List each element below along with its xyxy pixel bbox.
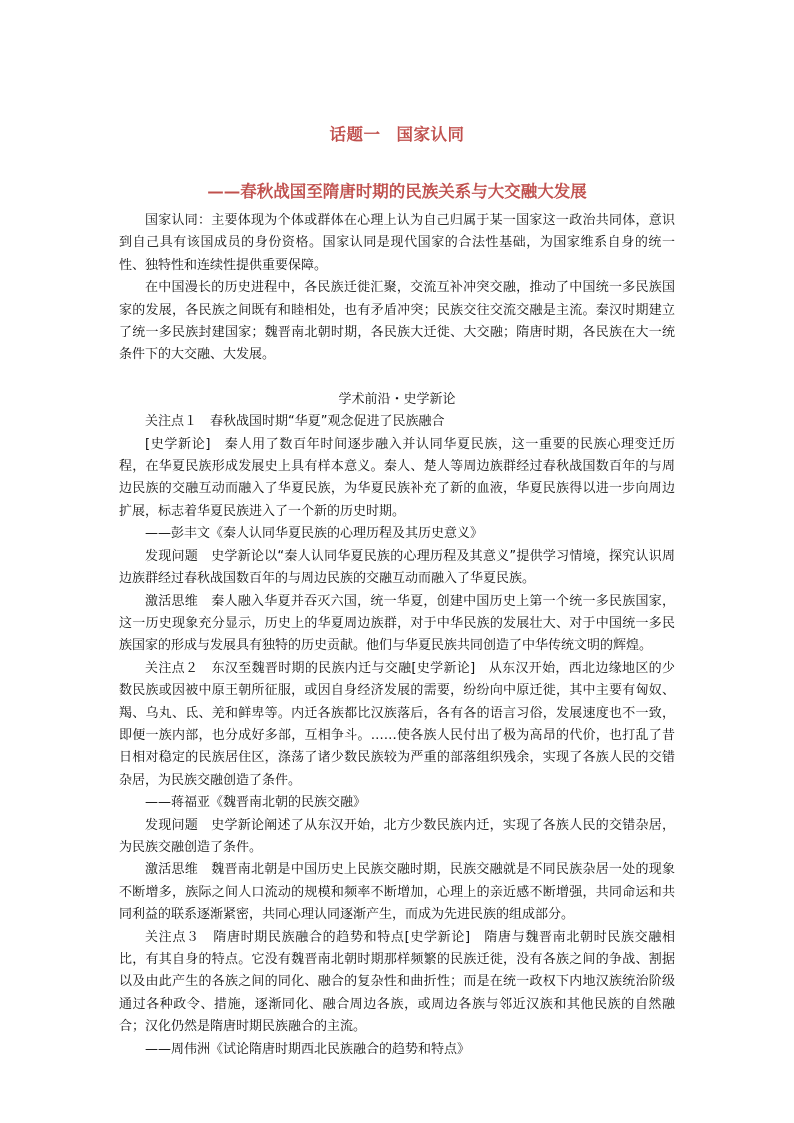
focus-point-1-heading: 关注点１ 春秋战国时期“华夏”观念促进了民族融合	[145, 414, 445, 430]
focus-point-1-new-theory: [史学新论] 秦人用了数百年时间逐步融入并认同华夏民族，这一重要的民族心理变迁历程，在华夏民族形成发展史上具有样本意义。秦人、楚人等周边族群经过春秋战国数百年的与周边民族的交融互动而融入了华夏民族，为华夏民族补充了新的血液，华夏民族得以进一步向周边扩展，标志着华夏民族进入了一个新的历史时期。	[119, 436, 675, 519]
focus-point-2-citation: ——蒋福亚《魏晋南北朝的民族交融》	[145, 795, 367, 811]
page-title	[0, 121, 794, 145]
focus-point-3-citation: ——周伟洲《试论隋唐时期西北民族融合的趋势和特点》	[145, 1041, 471, 1057]
section-heading: 学术前沿・史学新论	[338, 391, 456, 407]
intro-paragraph-1: 国家认同：主要体现为个体或群体在心理上认为自己归属于某一国家这一政治共同体，意识到自己具有该国成员的身份资格。国家认同是现代国家的合法性基础，为国家维系自身的统一性、独特性和连续性提供重要保障。	[119, 213, 675, 273]
focus-point-1-discover: 发现问题 史学新论以“秦人认同华夏民族的心理历程及其意义”提供学习情境，探究认识周边族群经过春秋战国数百年的与周边民族的交融互动而融入了华夏民族。	[119, 548, 675, 587]
topic-number: 话题一	[329, 125, 381, 144]
page-subtitle: ——春秋战国至隋唐时期的民族关系与大交融大发展	[207, 182, 587, 201]
topic-name: 国家认同	[396, 125, 465, 144]
intro-paragraph-2: 在中国漫长的历史进程中，各民族迁徙汇聚，交流互补冲突交融，推动了中国统一多民族国家的发展，各民族之间既有和睦相处，也有矛盾冲突；民族交往交流交融是主流。秦汉时期建立了统一多民族封建国家；魏晋南北朝时期，各民族大迁徙、大交融；隋唐时期，各民族在大一统条件下的大交融、大发展。	[119, 280, 675, 363]
document-body	[119, 210, 675, 1061]
focus-point-1-citation: ——彭丰文《秦人认同华夏民族的心理历程及其历史意义》	[145, 526, 484, 542]
focus-point-2: 关注点２ 东汉至魏晋时期的民族内迁与交融[史学新论] 从东汉开始，西北边缘地区的少数民族或因被中原王朝所征服，或因自身经济发展的需要，纷纷向中原迁徙，其中主要有匈奴、羯、乌丸、氐、羌和鲜卑等。内迁各族都比汉族落后，各有各的语言习俗，发展速度也不一致，即便一族内部，也分成好多部，互相争斗。……使各族人民付出了极为高昂的代价，也打乱了昔日相对稳定的民族居住区，涤荡了诸少数民族较为严重的部落组织残余，实现了各族人民的交错杂居，为民族交融创造了条件。	[119, 660, 675, 788]
focus-point-1-activate: 激活思维 秦人融入华夏并吞灭六国，统一华夏，创建中国历史上第一个统一多民族国家，这一历史现象充分显示，历史上的华夏周边族群，对于中华民族的发展壮大、对于中国统一多民族国家的形成与发展具有独特的历史贡献。他们与华夏民族共同创造了中华传统文明的辉煌。	[119, 593, 675, 654]
focus-point-2-discover: 发现问题 史学新论阐述了从东汉开始，北方少数民族内迁，实现了各族人民的交错杂居，为民族交融创造了条件。	[119, 817, 675, 855]
focus-point-3: 关注点３ 隋唐时期民族融合的趋势和特点[史学新论] 隋唐与魏晋南北朝时民族交融相比，有其自身的特点。它没有魏晋南北朝时期那样频繁的民族迁徙，没有各族之间的争战、割据以及由此产生的各族之间的同化、融合的复杂性和曲折性；而是在统一政权下内地汉族统治阶级通过各种政令、措施，逐渐同化、融合周边各族，或周边各族与邻近汉族和其他民族的自然融合；汉化仍然是隋唐时期民族融合的主流。	[119, 929, 675, 1035]
focus-point-2-activate: 激活思维 魏晋南北朝是中国历史上民族交融时期，民族交融就是不同民族杂居一处的现象不断增多，族际之间人口流动的规模和频率不断增加，心理上的亲近感不断增强，共同命运和共同利益的联系逐渐紧密，共同心理认同逐渐产生，而成为先进民族的组成部分。	[119, 862, 675, 923]
